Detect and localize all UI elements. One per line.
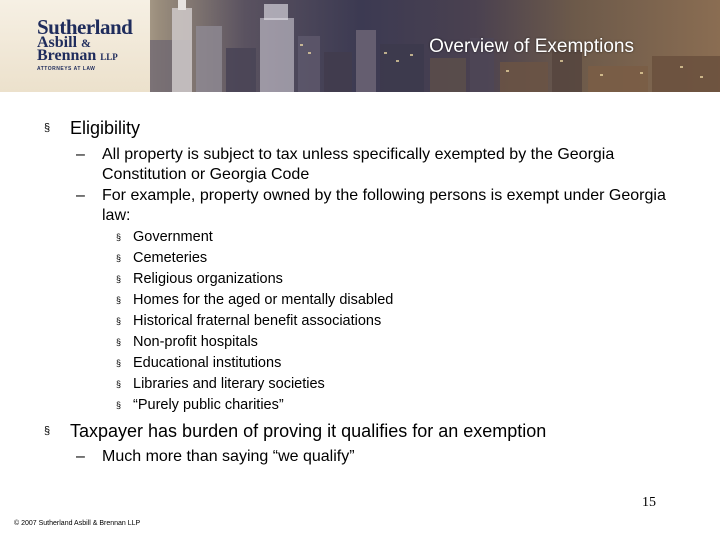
list-item-text: Educational institutions [133, 355, 282, 371]
list-item-text: Historical fraternal benefit associations [133, 313, 382, 329]
sub-point-text: All property is subject to tax unless specifically exempted by the Georgia Constitution or Georgia Code [102, 146, 615, 183]
dash-marker: – [76, 448, 85, 465]
section-heading: Taxpayer has burden of proving it qualifies for an exemption [70, 421, 547, 441]
item-bullet: § [116, 274, 122, 284]
logo-llp: LLP [100, 52, 118, 62]
sub-point [76, 447, 696, 469]
section-bullet: § [44, 122, 51, 134]
slide-title: Overview of Exemptions [429, 36, 634, 57]
sub-point [76, 186, 696, 226]
logo-brennan: Brennan [37, 47, 97, 64]
item-bullet: § [116, 232, 122, 242]
list-item-text: Non-profit hospitals [133, 334, 258, 350]
logo-asbill: Asbill [37, 34, 78, 51]
dash-marker: – [76, 187, 85, 204]
list-item-text: Government [133, 229, 213, 245]
page-number: 15 [642, 495, 656, 510]
section-heading: Eligibility [70, 118, 141, 138]
list-item-text: Homes for the aged or mentally disabled [133, 292, 394, 308]
item-bullet: § [116, 316, 122, 326]
logo-ampersand: & [81, 36, 92, 50]
header-banner [0, 0, 720, 92]
item-bullet: § [116, 295, 122, 305]
sub-point [76, 145, 696, 185]
item-bullet: § [116, 358, 122, 368]
list-item-text: Religious organizations [133, 271, 283, 287]
sub-point-text: Much more than saying “we qualify” [102, 448, 355, 465]
sub-point-text: For example, property owned by the following persons is exempt under Georgia law: [102, 187, 666, 224]
logo-line-1: Sutherland [37, 15, 133, 39]
copyright-footer: © 2007 Sutherland Asbill & Brennan LLP [14, 520, 141, 527]
section-bullet: § [44, 425, 51, 437]
list-item-text: “Purely public charities” [133, 397, 284, 413]
item-bullet: § [116, 337, 122, 347]
item-bullet: § [116, 253, 122, 263]
item-bullet: § [116, 379, 122, 389]
item-bullet: § [116, 400, 122, 410]
firm-logo [0, 0, 150, 92]
logo-line-3 [37, 47, 118, 65]
dash-marker: – [76, 146, 85, 163]
list-item-text: Libraries and literary societies [133, 376, 325, 392]
list-item-text: Cemeteries [133, 250, 208, 266]
logo-subtitle: ATTORNEYS AT LAW [37, 66, 96, 72]
